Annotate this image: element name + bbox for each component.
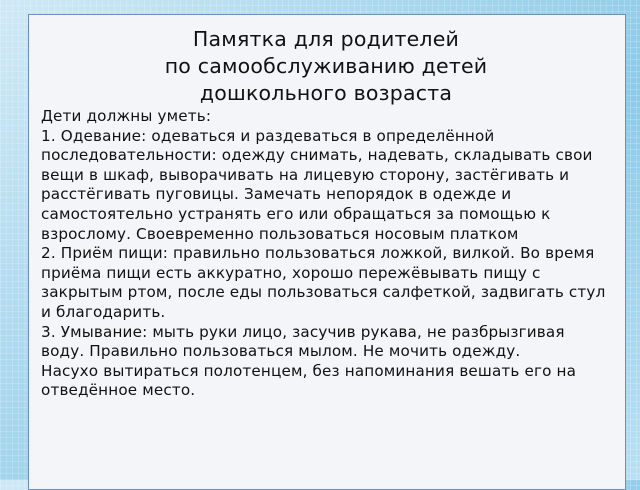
memo-title (41, 26, 611, 107)
memo-item-dressing: 1. Одевание: одеваться и раздеваться в определённой последовательности: одежду снимать, надевать, складывать свои вещи в шкаф, выворачивать на лицевую сторону, застёгивать и расстёгивать пуговицы. Замечать непорядок в одежде и самостоятельно устранять его или обращаться за помощью к взрослому. Своевременно пользоваться носовым платком (41, 126, 593, 243)
memo-title-line-1: Памятка для родителей (192, 27, 460, 51)
memo-item-washing: 3. Умывание: мыть руки лицо, засучив рукава, не разбрызгивая воду. Правильно пользоваться мылом. Не мочить одежду. (41, 322, 565, 361)
memo-sheet (28, 14, 626, 490)
memo-title-line-3: дошкольного возраста (199, 81, 453, 105)
memo-title-line-2: по самообслуживанию детей (164, 54, 488, 78)
memo-intro: Дети должны уметь: (41, 107, 212, 125)
memo-item-eating: 2. Приём пищи: правильно пользоваться ложкой, вилкой. Во время приёма пищи есть аккуратно, хорошо пережёвывать пищу с закрытым ртом, после еды пользоваться салфеткой, задвигать стул и благодарить. (41, 244, 606, 321)
memo-item-towel: Насухо вытираться полотенцем, без напоминания вешать его на отведённое место. (41, 361, 577, 400)
memo-body (41, 107, 611, 401)
